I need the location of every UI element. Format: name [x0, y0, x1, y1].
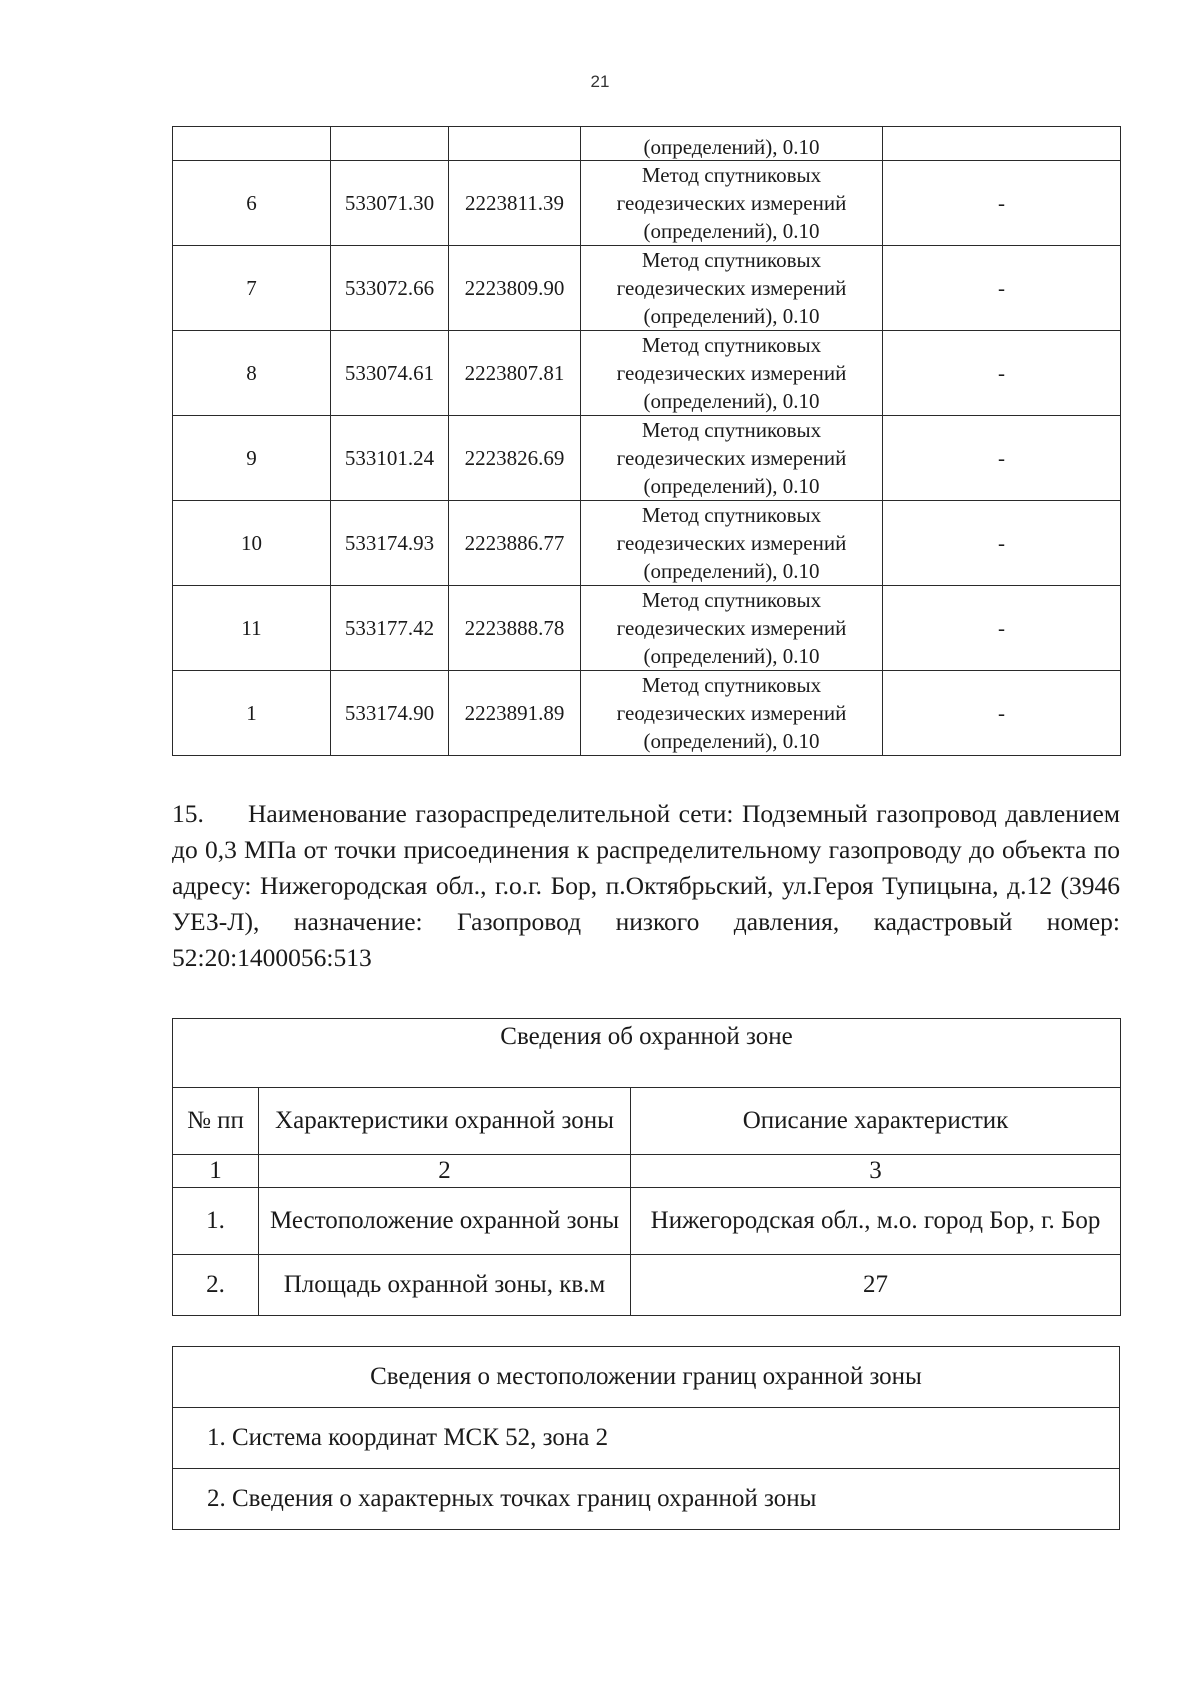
row-number: 2.	[173, 1255, 259, 1316]
cell-method: (определений), 0.10	[581, 127, 883, 161]
cell-note: -	[883, 586, 1121, 671]
method-line: геодезических измерений	[616, 446, 847, 470]
cell-note: -	[883, 671, 1121, 756]
table-row-continuation	[173, 127, 1121, 161]
cell-x: 533071.30	[331, 161, 449, 246]
cell-method	[581, 501, 883, 586]
cell-y: 2223807.81	[449, 331, 581, 416]
protection-zone-table	[172, 1018, 1121, 1316]
zone-table-index-row	[173, 1155, 1121, 1188]
coordinates-table	[172, 126, 1121, 756]
cell-x: 533174.93	[331, 501, 449, 586]
row-description: 27	[631, 1255, 1121, 1316]
bounds-item: 1. Система координат МСК 52, зона 2	[173, 1408, 1120, 1469]
method-line: (определений), 0.10	[643, 304, 820, 328]
method-line: Метод спутниковых	[641, 588, 822, 612]
cell-number: 6	[173, 161, 331, 246]
index-cell: 1	[173, 1155, 259, 1188]
cell-note: -	[883, 331, 1121, 416]
cell-y: 2223826.69	[449, 416, 581, 501]
cell-number: 7	[173, 246, 331, 331]
table-row	[173, 416, 1121, 501]
cell-number: 10	[173, 501, 331, 586]
header-characteristic: Характеристики охранной зоны	[259, 1088, 631, 1155]
zone-boundaries-table	[172, 1346, 1120, 1530]
table-row	[173, 246, 1121, 331]
cell-note: -	[883, 416, 1121, 501]
method-line: геодезических измерений	[616, 361, 847, 385]
method-line: Метод спутниковых	[641, 333, 822, 357]
cell-x: 533074.61	[331, 331, 449, 416]
cell-method	[581, 416, 883, 501]
zone-table-caption: Сведения об охранной зоне	[173, 1019, 1121, 1088]
method-line: (определений), 0.10	[643, 474, 820, 498]
index-cell: 2	[259, 1155, 631, 1188]
cell-x	[331, 127, 449, 161]
table-row	[173, 586, 1121, 671]
cell-method	[581, 161, 883, 246]
bounds-item: 2. Сведения о характерных точках границ охранной зоны	[173, 1469, 1120, 1530]
method-line: Метод спутниковых	[641, 673, 822, 697]
header-number: № пп	[173, 1088, 259, 1155]
method-line: Метод спутниковых	[641, 503, 822, 527]
section-number: 15.	[172, 799, 204, 828]
row-number: 1.	[173, 1188, 259, 1255]
method-line: (определений), 0.10	[643, 729, 820, 753]
cell-note: -	[883, 246, 1121, 331]
cell-y: 2223886.77	[449, 501, 581, 586]
table-row	[173, 1255, 1121, 1316]
page-number: 21	[590, 72, 610, 91]
method-line: Метод спутниковых	[641, 418, 822, 442]
row-description: Нижегородская обл., м.о. город Бор, г. Бор	[631, 1188, 1121, 1255]
method-line: (определений), 0.10	[643, 219, 820, 243]
section-text: Наименование газораспределительной сети: Подземный газопровод давлением до 0,3 МПа от точки присоединения к распределительному газопроводу до объекта по адресу: Нижегородская обл., г.о.г. Бор, п.Октябрьский, ул.Героя Тупицына, д.12 (3946 УЕЗ-Л), назначение: Газопровод низкого давления, кадастровый номер: 52:20:1400056:513	[172, 799, 1120, 972]
header-description: Описание характеристик	[631, 1088, 1121, 1155]
cell-y	[449, 127, 581, 161]
cell-number	[173, 127, 331, 161]
cell-note	[883, 127, 1121, 161]
cell-note: -	[883, 501, 1121, 586]
index-cell: 3	[631, 1155, 1121, 1188]
cell-y: 2223809.90	[449, 246, 581, 331]
cell-number: 9	[173, 416, 331, 501]
cell-y: 2223888.78	[449, 586, 581, 671]
cell-x: 533101.24	[331, 416, 449, 501]
table-row	[173, 161, 1121, 246]
cell-y: 2223891.89	[449, 671, 581, 756]
bounds-table-caption: Сведения о местоположении границ охранной зоны	[173, 1347, 1120, 1408]
row-characteristic: Площадь охранной зоны, кв.м	[259, 1255, 631, 1316]
method-line: Метод спутниковых	[641, 163, 822, 187]
cell-x: 533072.66	[331, 246, 449, 331]
method-line: (определений), 0.10	[643, 389, 820, 413]
cell-x: 533174.90	[331, 671, 449, 756]
method-line: геодезических измерений	[616, 616, 847, 640]
cell-note: -	[883, 161, 1121, 246]
method-line: Метод спутниковых	[641, 248, 822, 272]
method-line: геодезических измерений	[616, 531, 847, 555]
cell-method	[581, 671, 883, 756]
table-row	[173, 1188, 1121, 1255]
table-row	[173, 671, 1121, 756]
method-line: (определений), 0.10	[643, 644, 820, 668]
table-row	[173, 331, 1121, 416]
cell-x: 533177.42	[331, 586, 449, 671]
table-row	[173, 501, 1121, 586]
zone-table-header	[173, 1088, 1121, 1155]
cell-number: 8	[173, 331, 331, 416]
method-line: (определений), 0.10	[643, 559, 820, 583]
section-15-paragraph	[172, 796, 1120, 976]
cell-y: 2223811.39	[449, 161, 581, 246]
method-line: геодезических измерений	[616, 701, 847, 725]
method-line: геодезических измерений	[616, 276, 847, 300]
cell-method	[581, 331, 883, 416]
cell-method	[581, 586, 883, 671]
method-line: геодезических измерений	[616, 191, 847, 215]
cell-number: 1	[173, 671, 331, 756]
cell-number: 11	[173, 586, 331, 671]
row-characteristic: Местоположение охранной зоны	[259, 1188, 631, 1255]
cell-method	[581, 246, 883, 331]
